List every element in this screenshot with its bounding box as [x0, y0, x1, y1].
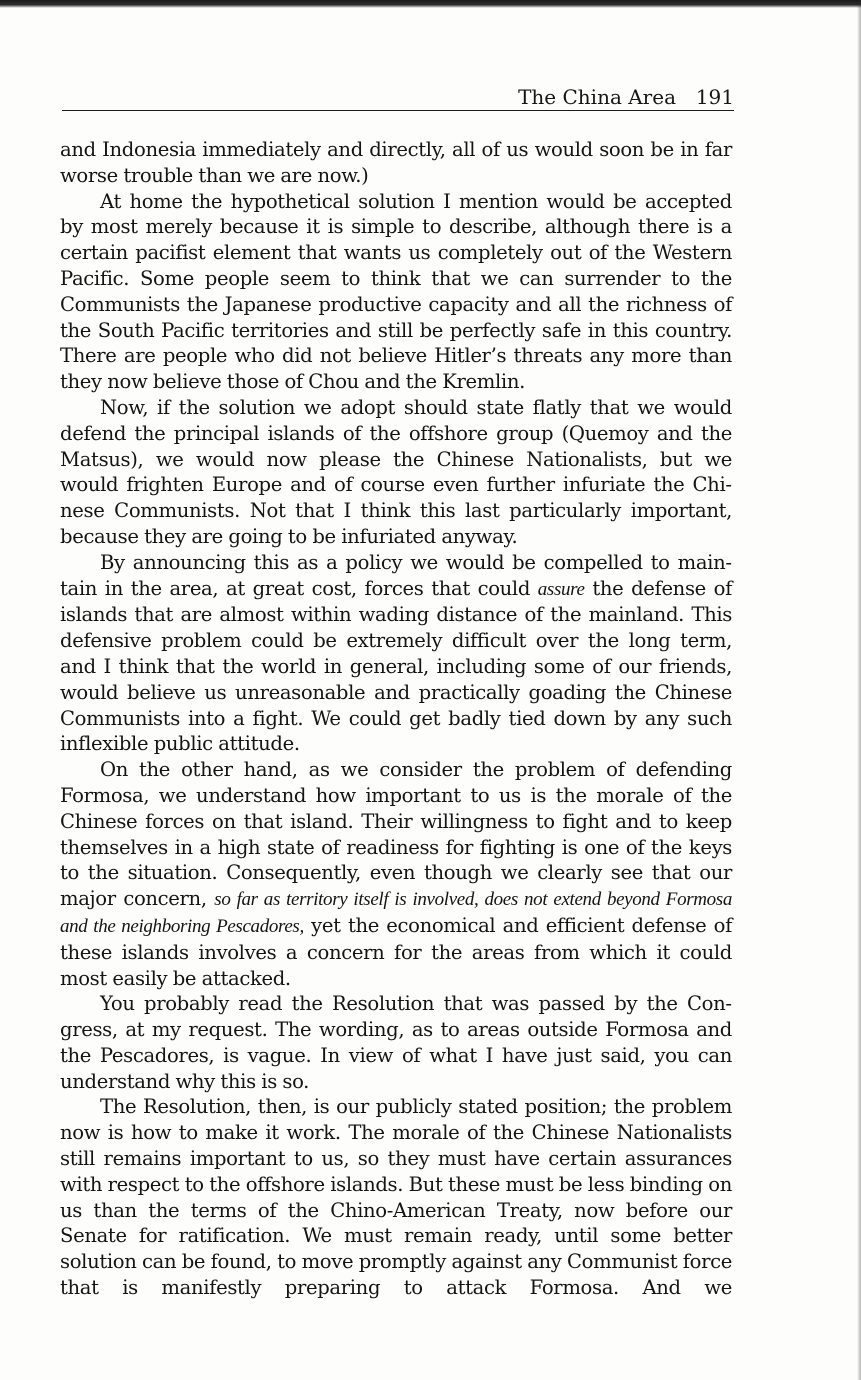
paragraph-text: At home the hypothetical solution I mention would be accepted by most merely because it is simple to describe, although there is a certain pacifist element that wants us completely out of the Western Pacific. Some people seem to think that we can surrender to the Communists the Japanese productive capacity and all the richness of the South Pacific territories and still be perfectly safe in this country. There are people who did not believe Hitler’s threats any more than they now believe those of Chou and the Kremlin. — [60, 189, 732, 394]
paragraph — [60, 550, 732, 757]
body-text — [60, 137, 732, 1301]
italic-emphasis: assure — [537, 578, 585, 600]
paragraph-text: yet the economical and efficient defense of these islands involves a concern for the areas from which it could most easily be attacked. — [60, 913, 732, 990]
italic-emphasis: so far as territory itself is involved, does not extend beyond Formosa and the neighboring Pescadores, — [60, 889, 732, 937]
paragraph — [60, 395, 732, 550]
paragraph-text: By announcing this as a policy we would be compelled to maintain in the area, at great cost, forces that could — [60, 550, 732, 600]
paragraph-text: Now, if the solution we adopt should state flatly that we would defend the principal islands of the offshore group (Quemoy and the Matsus), we would now please the Chinese Nationalists, but we would frighten Europe and of course even further infuriate the Chinese Communists. Not that I think this last particularly important, because they are going to be infuriated anyway. — [60, 395, 732, 548]
page-number: 191 — [695, 85, 734, 109]
running-head-title: The China Area — [518, 85, 676, 109]
paragraph-text: and Indonesia immediately and directly, all of us would soon be in far worse trouble than we are now.) — [60, 138, 732, 187]
paragraph — [60, 189, 732, 395]
paragraph — [60, 991, 732, 1094]
running-head — [62, 84, 734, 111]
paragraph-continuation — [60, 137, 732, 189]
paragraph-text: You probably read the Resolution that was passed by the Congress, at my request. The wording, as to areas outside Formosa and the Pescadores, is vague. In view of what I have just said, you can understand why this is so. — [60, 992, 732, 1093]
paragraph-text: On the other hand, as we consider the problem of defending Formosa, we understand how important to us is the morale of the Chinese forces on that island. Their willingness to fight and to keep themselves in a high state of readiness for fighting is one of the keys to the situation. Consequently, even though we clearly see that our major concern, — [60, 758, 732, 911]
paragraph — [60, 1094, 732, 1300]
paragraph-text: The Resolution, then, is our publicly stated position; the problem now is how to make it work. The morale of the Chinese Nationalists still remains important to us, so they must have certain assurances with respect to the offshore islands. But these must be less binding on us than the terms of the Chino-American Treaty, now before our Senate for ratification. We must remain ready, until some better solution can be found, to move promptly against any Communist force that is manifestly preparing to attack Formosa. And we — [60, 1095, 732, 1300]
scan-right-edge — [857, 0, 861, 1380]
scan-top-edge — [0, 0, 861, 8]
paragraph — [60, 757, 732, 991]
paragraph-text: the defense of islands that are almost within wading distance of the mainland. This defensive problem could be extremely difficult over the long term, and I think that the world in general, including some of our friends, would believe us unreasonable and practically goading the Chinese Communists into a fight. We could get badly tied down by any such inflexible public attitude. — [60, 576, 732, 756]
